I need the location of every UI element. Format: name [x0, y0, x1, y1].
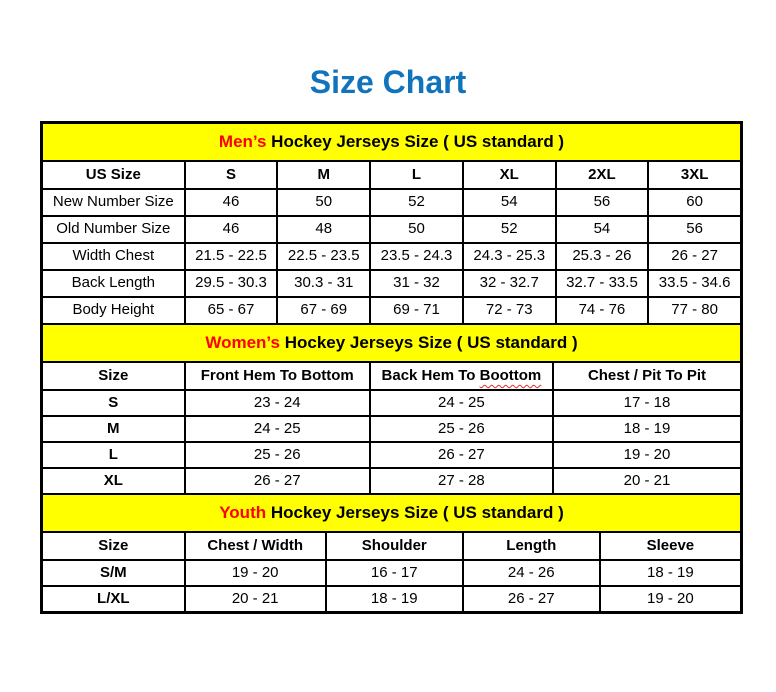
size-chart-tables	[40, 121, 743, 614]
cell-value: 29.5 - 30.3	[185, 270, 278, 297]
youth-col-header: Chest / Width	[185, 532, 326, 560]
cell-value: 18 - 19	[600, 560, 741, 586]
row-label: XL	[42, 468, 185, 494]
cell-value: 48	[277, 216, 370, 243]
row-label: New Number Size	[42, 189, 185, 216]
table-row	[42, 586, 741, 612]
cell-value: 33.5 - 34.6	[648, 270, 741, 297]
cell-value: 30.3 - 31	[277, 270, 370, 297]
cell-value: 23.5 - 24.3	[370, 243, 463, 270]
cell-value: 54	[556, 216, 649, 243]
womens-col-header-misspelled	[370, 362, 553, 390]
table-row	[42, 442, 741, 468]
row-label: L/XL	[42, 586, 185, 612]
cell-value: 16 - 17	[326, 560, 463, 586]
cell-value: 24 - 26	[463, 560, 600, 586]
table-row	[42, 216, 741, 243]
womens-size-table	[41, 323, 742, 495]
cell-value: 56	[648, 216, 741, 243]
page-title: Size Chart	[309, 64, 467, 100]
cell-value: 52	[463, 216, 556, 243]
row-label: Back Length	[42, 270, 185, 297]
cell-value: 46	[185, 189, 278, 216]
womens-col-header-prefix: Back Hem To	[381, 366, 480, 384]
spellcheck-squiggle-word: Boottom	[479, 366, 542, 384]
cell-value: 46	[185, 216, 278, 243]
cell-value: 18 - 19	[553, 416, 741, 442]
cell-value: 22.5 - 23.5	[277, 243, 370, 270]
womens-col-header: Chest / Pit To Pit	[553, 362, 741, 390]
cell-value: 17 - 18	[553, 390, 741, 416]
cell-value: 27 - 28	[370, 468, 553, 494]
mens-caption-text: Hockey Jerseys Size ( US standard )	[266, 131, 565, 151]
mens-col-header: S	[185, 161, 278, 189]
cell-value: 20 - 21	[553, 468, 741, 494]
cell-value: 24 - 25	[370, 390, 553, 416]
cell-value: 26 - 27	[463, 586, 600, 612]
cell-value: 31 - 32	[370, 270, 463, 297]
cell-value: 72 - 73	[463, 297, 556, 324]
row-label: Body Height	[42, 297, 185, 324]
mens-caption	[42, 123, 741, 161]
womens-header-row	[42, 362, 741, 390]
table-row	[42, 297, 741, 324]
cell-value: 65 - 67	[185, 297, 278, 324]
cell-value: 50	[277, 189, 370, 216]
womens-col-header: Size	[42, 362, 185, 390]
womens-caption-text: Hockey Jerseys Size ( US standard )	[279, 332, 578, 352]
cell-value: 18 - 19	[326, 586, 463, 612]
table-row	[42, 189, 741, 216]
mens-col-header: XL	[463, 161, 556, 189]
cell-value: 26 - 27	[185, 468, 370, 494]
cell-value: 26 - 27	[648, 243, 741, 270]
youth-caption	[42, 494, 741, 532]
cell-value: 25.3 - 26	[556, 243, 649, 270]
youth-col-header: Sleeve	[600, 532, 741, 560]
row-label: Old Number Size	[42, 216, 185, 243]
youth-caption-highlight: Youth	[219, 502, 267, 522]
womens-caption	[42, 324, 741, 362]
mens-col-header: 3XL	[648, 161, 741, 189]
cell-value: 20 - 21	[185, 586, 326, 612]
youth-col-header: Shoulder	[326, 532, 463, 560]
mens-col-header: US Size	[42, 161, 185, 189]
mens-col-header: M	[277, 161, 370, 189]
table-row	[42, 560, 741, 586]
mens-size-table	[41, 122, 742, 325]
womens-caption-row	[42, 324, 741, 362]
table-row	[42, 243, 741, 270]
mens-col-header: L	[370, 161, 463, 189]
cell-value: 25 - 26	[370, 416, 553, 442]
mens-caption-row	[42, 123, 741, 161]
table-row	[42, 468, 741, 494]
cell-value: 74 - 76	[556, 297, 649, 324]
row-label: M	[42, 416, 185, 442]
row-label: S	[42, 390, 185, 416]
youth-caption-row	[42, 494, 741, 532]
cell-value: 77 - 80	[648, 297, 741, 324]
youth-col-header: Size	[42, 532, 185, 560]
cell-value: 50	[370, 216, 463, 243]
cell-value: 67 - 69	[277, 297, 370, 324]
cell-value: 26 - 27	[370, 442, 553, 468]
table-row	[42, 390, 741, 416]
cell-value: 24 - 25	[185, 416, 370, 442]
cell-value: 19 - 20	[185, 560, 326, 586]
row-label: S/M	[42, 560, 185, 586]
cell-value: 54	[463, 189, 556, 216]
youth-size-table	[41, 493, 742, 613]
cell-value: 60	[648, 189, 741, 216]
youth-header-row	[42, 532, 741, 560]
table-row	[42, 416, 741, 442]
cell-value: 56	[556, 189, 649, 216]
cell-value: 23 - 24	[185, 390, 370, 416]
mens-col-header: 2XL	[556, 161, 649, 189]
youth-col-header: Length	[463, 532, 600, 560]
cell-value: 32.7 - 33.5	[556, 270, 649, 297]
cell-value: 19 - 20	[553, 442, 741, 468]
mens-header-row	[42, 161, 741, 189]
cell-value: 21.5 - 22.5	[185, 243, 278, 270]
table-row	[42, 270, 741, 297]
cell-value: 32 - 32.7	[463, 270, 556, 297]
youth-caption-text: Hockey Jerseys Size ( US standard )	[266, 502, 564, 522]
cell-value: 52	[370, 189, 463, 216]
mens-caption-highlight: Men’s	[218, 131, 267, 151]
cell-value: 25 - 26	[185, 442, 370, 468]
womens-col-header: Front Hem To Bottom	[185, 362, 370, 390]
row-label: Width Chest	[42, 243, 185, 270]
cell-value: 69 - 71	[370, 297, 463, 324]
cell-value: 24.3 - 25.3	[463, 243, 556, 270]
row-label: L	[42, 442, 185, 468]
womens-caption-highlight: Women’s	[205, 332, 280, 352]
cell-value: 19 - 20	[600, 586, 741, 612]
